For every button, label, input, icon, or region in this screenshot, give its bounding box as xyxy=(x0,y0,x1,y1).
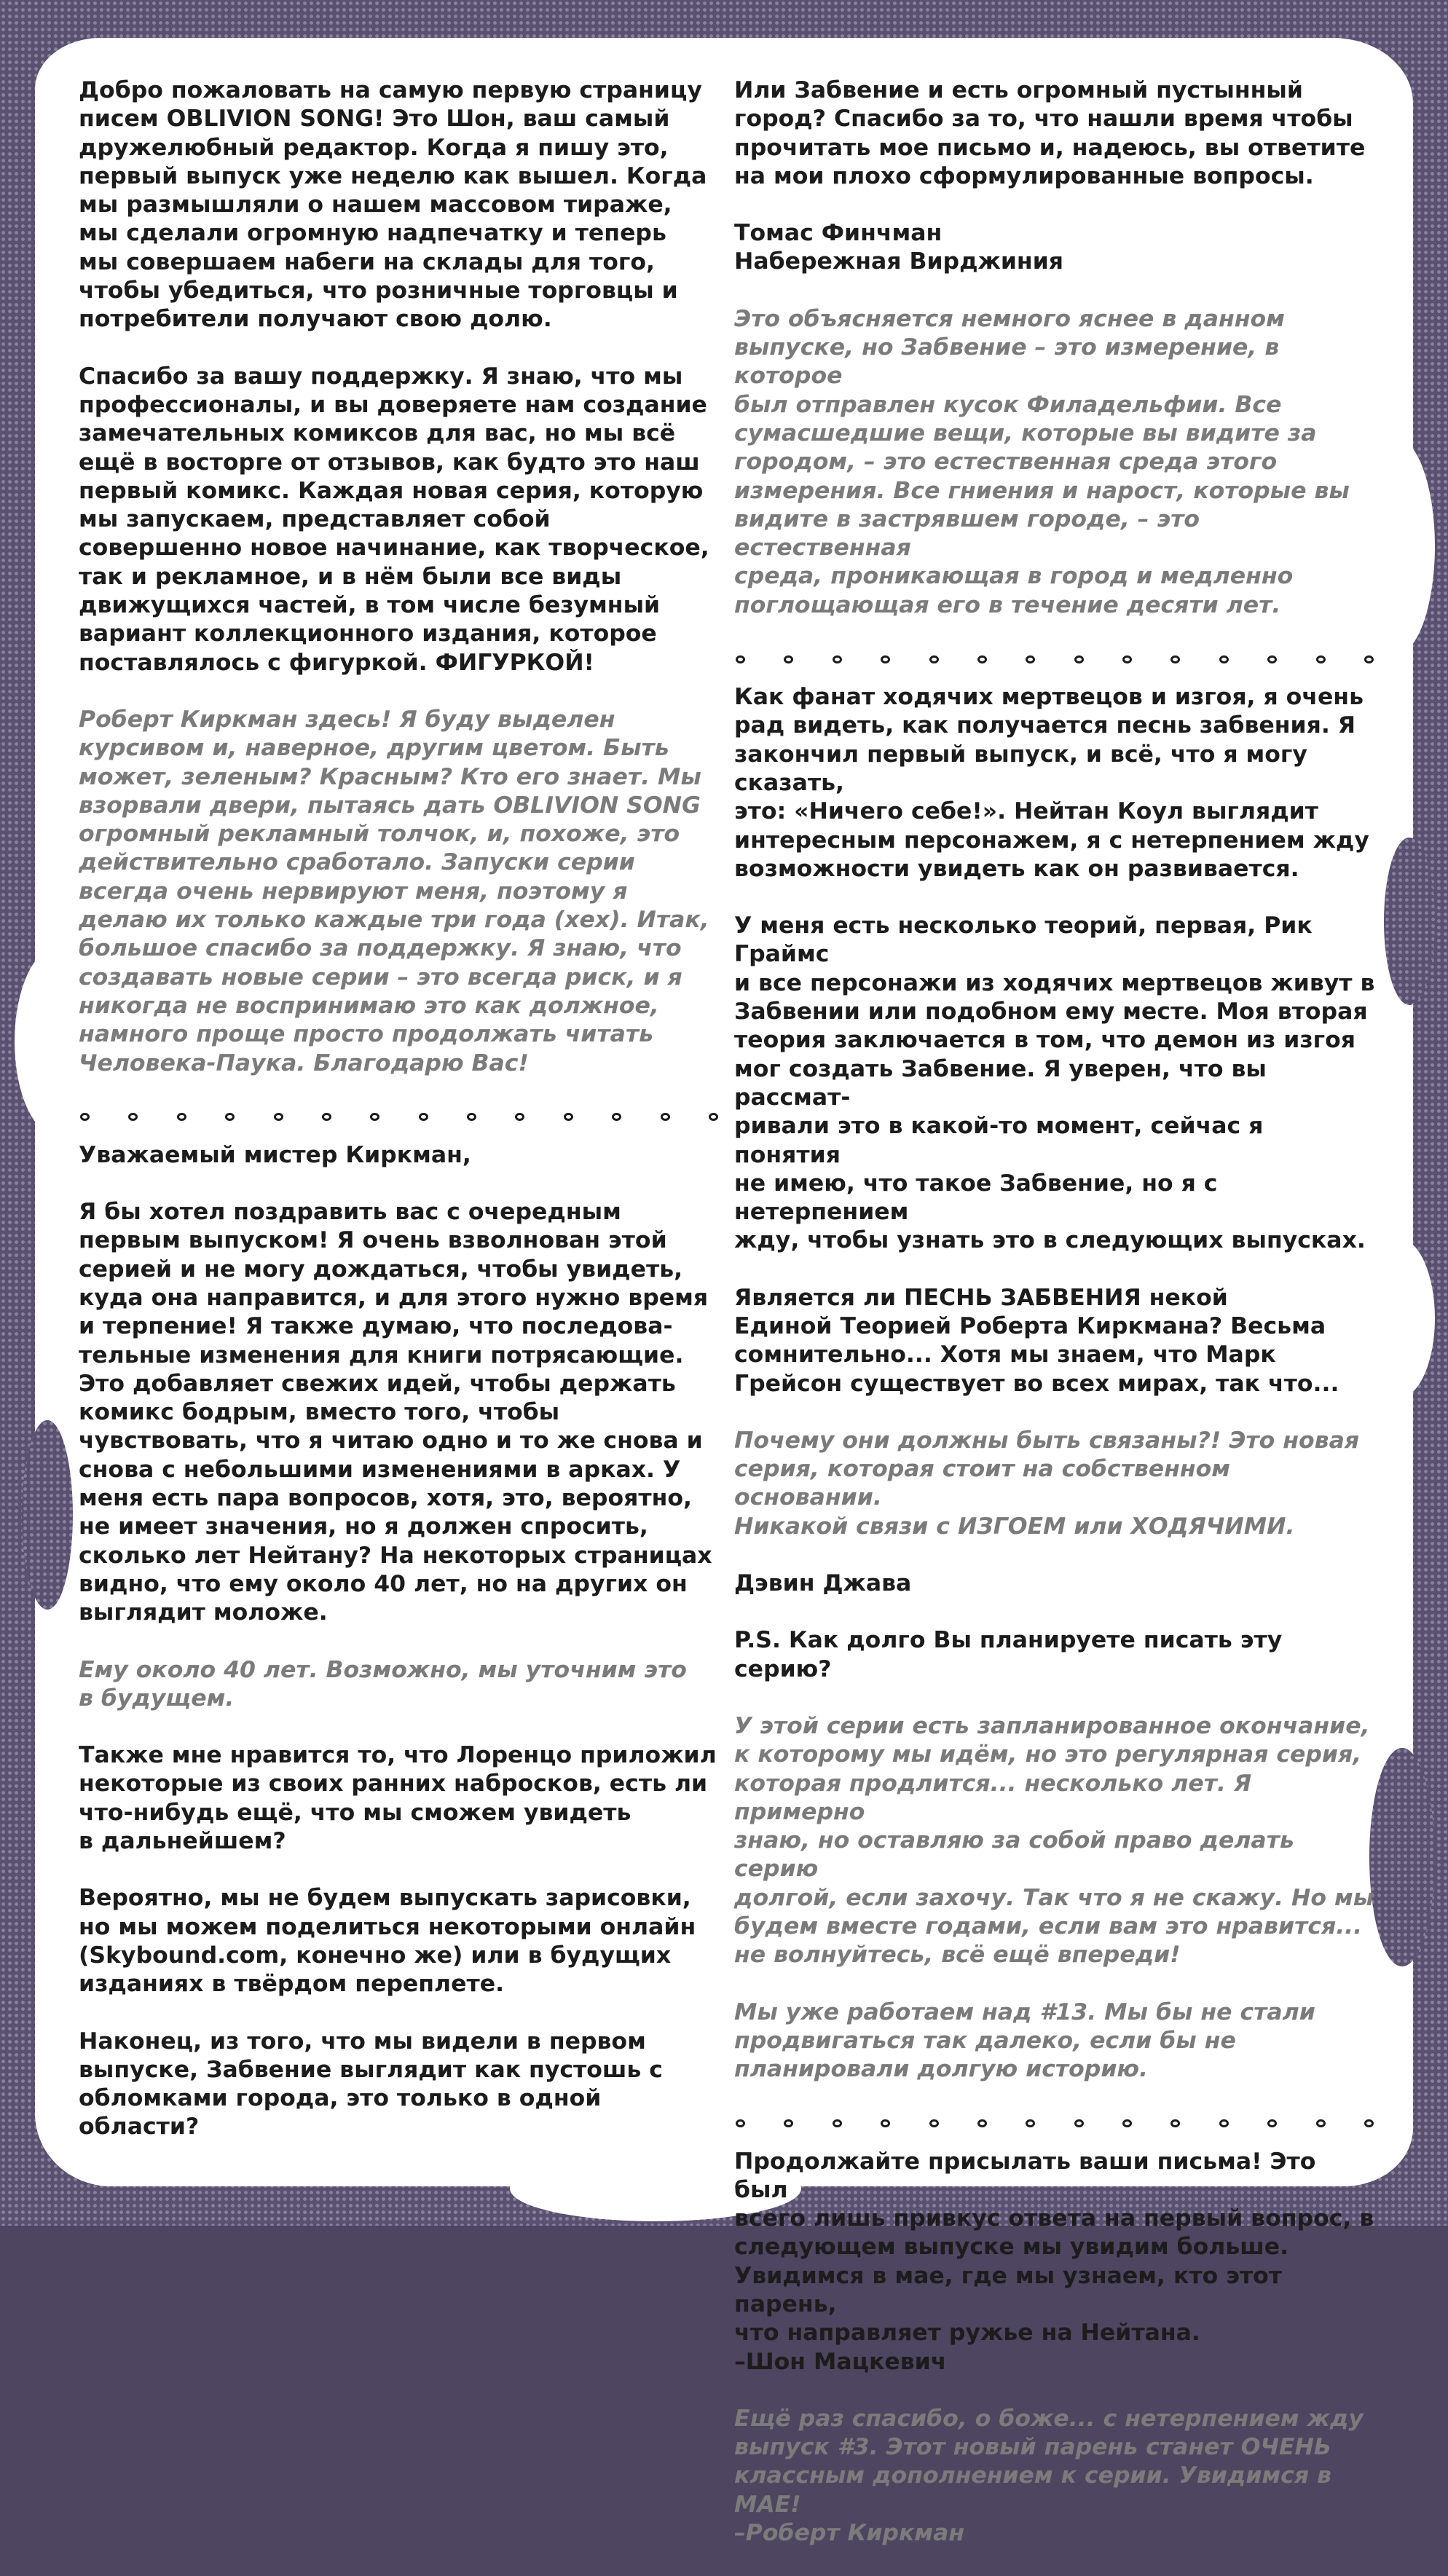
divider-dot xyxy=(977,655,987,663)
divider-dot xyxy=(833,2119,842,2127)
divider-dot xyxy=(1364,2119,1374,2127)
divider-dot xyxy=(1026,2119,1035,2127)
divider-dot xyxy=(1026,655,1035,663)
divider-dot xyxy=(370,1113,379,1121)
divider-dot xyxy=(1364,655,1374,663)
letter-paragraph: Томас Финчман Набережная Вирджиния xyxy=(734,220,1063,275)
letter-paragraph: Является ли ПЕСНЬ ЗАБВЕНИЯ некой Единой Теорией Роберта Киркмана? Весьма сомнительно... Хотя мы знаем, что Марк Грейсон существует во всех мирах, так что... xyxy=(734,1284,1339,1397)
divider-dot xyxy=(1122,655,1132,663)
divider-dot xyxy=(709,1113,718,1121)
letter-paragraph: Уважаемый мистер Киркман, xyxy=(79,1141,471,1168)
letter-paragraph: Я бы хотел поздравить вас с очередным первым выпуском! Я очень взволнован этой серией и не могу дождаться, чтобы увидеть, куда она направится, и для этого нужно время и терпение! Я также думаю, что последова- тельные изменения для книги потрясающие. Это добавляет свежих идей, чтобы держать комикс бодрым, вместо того, чтобы чувствовать, что я читаю одно и то же снова и снова с небольшими изменениями в арках. У меня есть пара вопросов, хотя, это, вероятно, не имеет значения, но я должен спросить, сколько лет Нейтану? На некоторых страницах видно, что ему около 40 лет, но на других он выглядит моложе. xyxy=(79,1199,712,1626)
divider-dot xyxy=(1219,655,1229,663)
letter-paragraph: Также мне нравится то, что Лоренцо приложил некоторые из своих ранних набросков, есть ли что-нибудь ещё, что мы сможем увидеть в дальнейшем? xyxy=(79,1742,717,1855)
divider-dot xyxy=(225,1113,235,1121)
reply-paragraph: Роберт Киркман здесь! Я буду выделен курсивом и, наверное, другим цветом. Быть может, зеленым? Красным? Кто его знает. Мы взорвали двери, пытаясь дать OBLIVION SONG огромный рекламный толчок, и, похоже, это действительно сработало. Запуски серии всегда очень нервируют меня, поэтому я делаю их только каждые три года (хех). Итак, большое спасибо за поддержку. Я знаю, что создавать новые серии – это всегда риск, и я никогда не воспринимаю это как должное, намного проще просто продолжать читать Человека-Паука. Благодарю Вас! xyxy=(79,706,709,1076)
section-divider xyxy=(734,648,1375,670)
divider-dot xyxy=(881,2119,890,2127)
letter-paragraph: Вероятно, мы не будем выпускать зарисовки, но мы можем поделиться некоторыми онлайн (Skybound.com, конечно же) или в будущих изданиях в твёрдом переплете. xyxy=(79,1885,696,1998)
divider-dot xyxy=(881,655,890,663)
divider-dot xyxy=(784,2119,793,2127)
divider-dot xyxy=(1267,655,1277,663)
letter-paragraph: Добро пожаловать на самую первую страницу писем OBLIVION SONG! Это Шон, ваш самый дружелюбный редактор. Когда я пишу это, первый выпуск уже неделю как вышел. Когда мы размышляли о нашем массовом тираже, мы сделали огромную надпечатку и теперь мы совершаем набеги на склады для того, чтобы убедиться, что розничные торговцы и потребители получают свою долю. xyxy=(79,77,707,333)
divider-dot xyxy=(1219,2119,1229,2127)
divider-dot xyxy=(1316,655,1326,663)
border-splotch xyxy=(1369,1748,1435,1966)
divider-dot xyxy=(80,1113,90,1121)
divider-dot xyxy=(929,2119,939,2127)
letter-paragraph: Дэвин Джава xyxy=(734,1570,912,1597)
divider-dot xyxy=(977,2119,987,2127)
left-column xyxy=(79,76,720,2170)
border-splotch xyxy=(1384,838,1435,1005)
divider-dot xyxy=(1122,2119,1132,2127)
letter-paragraph: P.S. Как долго Вы планируете писать эту серию? xyxy=(734,1627,1283,1682)
divider-dot xyxy=(833,655,842,663)
divider-dot xyxy=(128,1113,138,1121)
divider-dot xyxy=(1316,2119,1326,2127)
letter-paragraph: Спасибо за вашу поддержку. Я знаю, что мы профессионалы, и вы доверяете нам создание замечательных комиксов для вас, но мы всё ещё в восторге от отзывов, как будто это наш первый комикс. Каждая новая серия, которую мы запускаем, представляет собой совершенно новое начинание, как творческое, так и рекламное, и в нём были все виды движущихся частей, в том числе безумный вариант коллекционного издания, которое поставлялось с фигуркой. ФИГУРКОЙ! xyxy=(79,363,709,676)
letter-paragraph: У меня есть несколько теорий, первая, Рик Граймс и все персонажи из ходячих мертвецов живут в Забвении или подобном ему месте. Моя вторая теория заключается в том, что демон из изгоя мог создать Забвение. Я уверен, что вы рассмат- ривали это в какой-то момент, сейчас я понятия не имею, что такое Забвение, но я с нетерпением жду, чтобы узнать это в следующих выпусках. xyxy=(734,913,1375,1254)
letter-paragraph: Продолжайте присылать ваши письма! Это был всего лишь привкус ответа на первый вопрос, в следующем выпуске мы увидим больше. Увидимся в мае, где мы узнаем, кто этот парень, что направляет ружье на Нейтана. –Шон Мацкевич xyxy=(734,2148,1374,2375)
letter-paragraph: Как фанат ходячих мертвецов и изгоя, я очень рад видеть, как получается песнь забвения. Я закончил первый выпуск, и всё, что я могу сказать, это: «Ничего себе!». Нейтан Коул выглядит интересным персонажем, я с нетерпением жду возможности увидеть как он развивается. xyxy=(734,684,1369,882)
divider-dot xyxy=(736,655,745,663)
divider-dot xyxy=(736,2119,745,2127)
divider-dot xyxy=(177,1113,186,1121)
divider-dot xyxy=(274,1113,283,1121)
divider-dot xyxy=(784,655,793,663)
divider-dot xyxy=(1170,655,1180,663)
reply-paragraph: Ещё раз спасибо, о боже... с нетерпением жду выпуск #3. Этот новый парень станет ОЧЕНЬ классным дополнением к серии. Увидимся в МАЕ! –Роберт Киркман xyxy=(734,2405,1364,2547)
divider-dot xyxy=(612,1113,621,1121)
letter-paragraph: Наконец, из того, что мы видели в первом выпуске, Забвение выглядит как пустошь с обломками города, это только в одной области? xyxy=(79,2028,663,2140)
right-column xyxy=(734,76,1375,2576)
divider-dot xyxy=(1074,2119,1084,2127)
reply-paragraph: Ему около 40 лет. Возможно, мы уточним это в будущем. xyxy=(79,1656,687,1712)
divider-dot xyxy=(564,1113,573,1121)
reply-paragraph: Мы уже работаем над #13. Мы бы не стали продвигаться так далеко, если бы не планировали долгую историю. xyxy=(734,1998,1315,2083)
reply-paragraph: Это объясняется немного яснее в данном выпуске, но Забвение – это измерение, в которое был отправлен кусок Филадельфии. Все сумасшедшие вещи, которые вы видите за городом, – это естественная среда этого измерения. Все гниения и нарост, которые вы видите в застрявшем городе, – это естественная среда, проникающая в город и медленно поглощающая его в течение десяти лет. xyxy=(734,305,1350,618)
divider-dot xyxy=(1267,2119,1277,2127)
divider-dot xyxy=(467,1113,476,1121)
divider-dot xyxy=(1170,2119,1180,2127)
border-splotch xyxy=(22,1420,73,1610)
divider-dot xyxy=(661,1113,670,1121)
section-divider xyxy=(734,2113,1375,2135)
divider-dot xyxy=(322,1113,331,1121)
letter-paragraph: Или Забвение и есть огромный пустынный город? Спасибо за то, что нашли время чтобы прочитать мое письмо и, надеюсь, вы ответите на мои плохо сформулированные вопросы. xyxy=(734,77,1366,189)
divider-dot xyxy=(929,655,939,663)
section-divider xyxy=(79,1106,720,1128)
reply-paragraph: Почему они должны быть связаны?! Это новая серия, которая стоит на собственном основании. Никакой связи с ИЗГОЕМ или ХОДЯЧИМИ. xyxy=(734,1427,1360,1540)
reply-paragraph: У этой серии есть запланированное окончание, к которому мы идём, но это регулярная серия, которая продлится... несколько лет. Я примерно знаю, но оставляю за собой право делать серию долгой, если захочу. Так что я не скажу. Но мы будем вместе годами, если вам это нравится... не волнуйтесь, всё ещё впереди! xyxy=(734,1712,1374,1969)
divider-dot xyxy=(1074,655,1084,663)
divider-dot xyxy=(515,1113,524,1121)
divider-dot xyxy=(419,1113,428,1121)
